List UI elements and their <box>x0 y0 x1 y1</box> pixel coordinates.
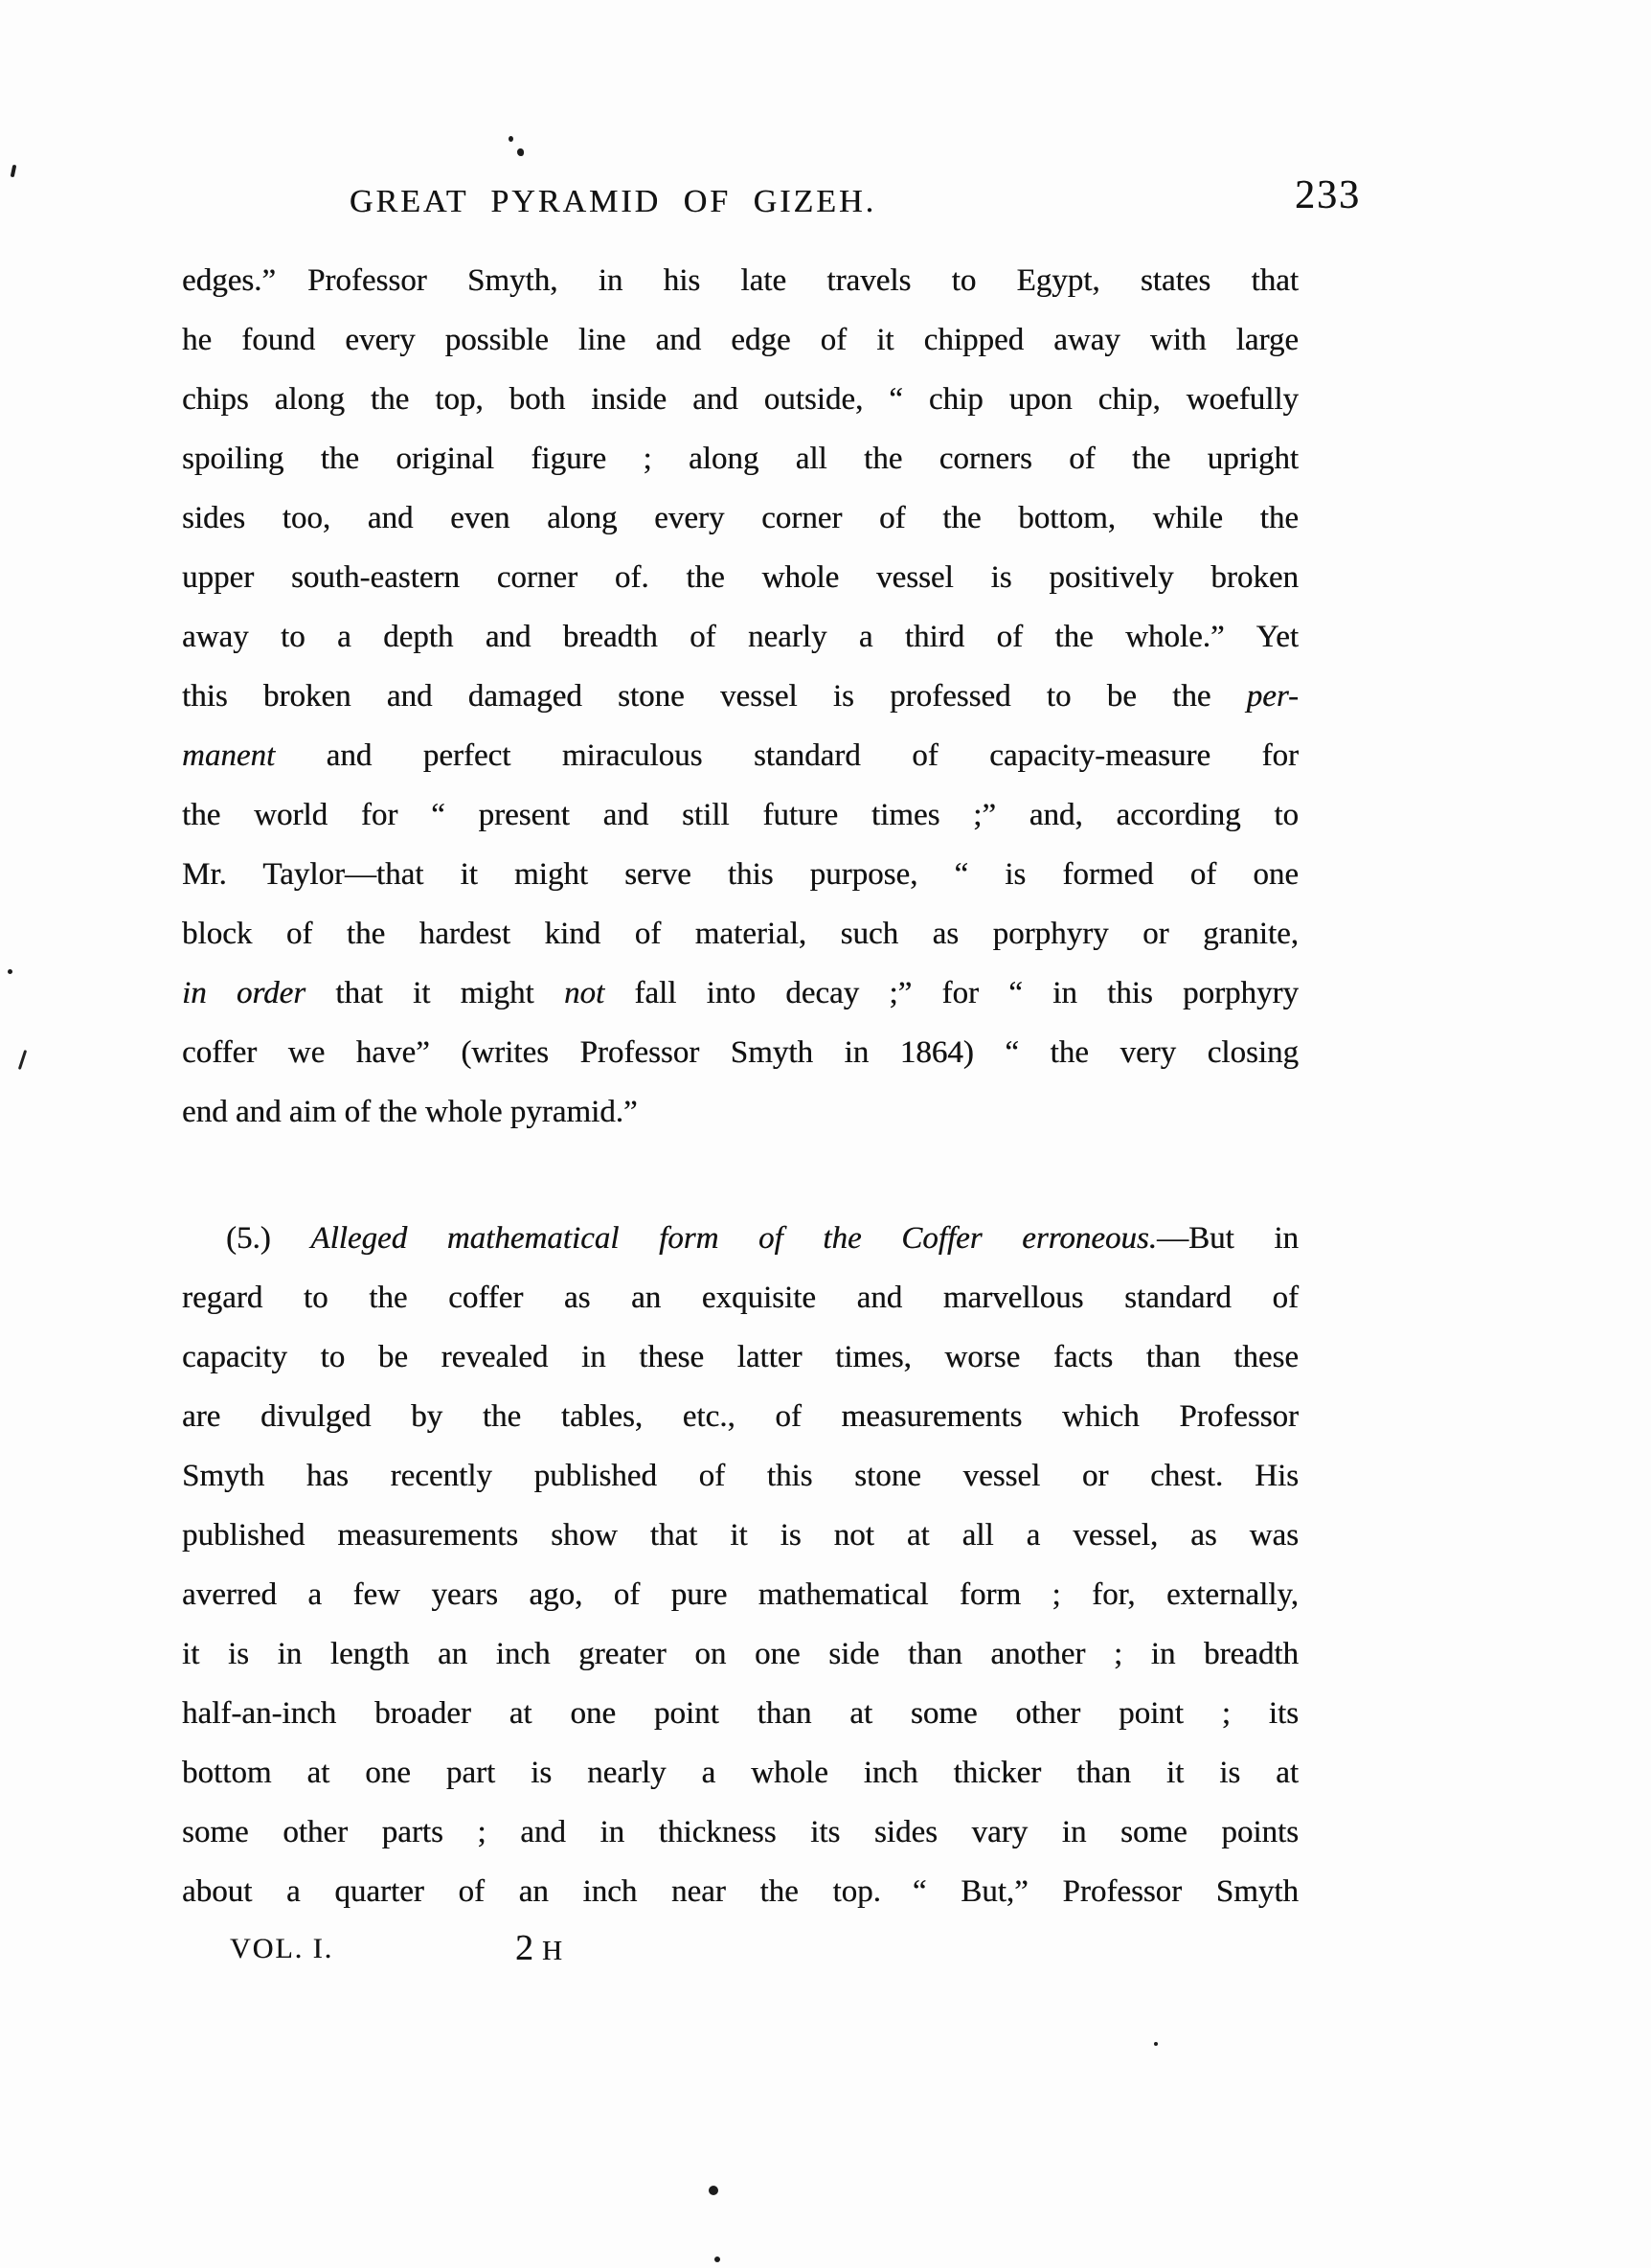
text-line: sides too, and even along every corner of the bottom, while the <box>182 501 1299 535</box>
text-line: capacity to be revealed in these latter times, worse facts than these <box>182 1340 1299 1374</box>
text-line: averred a few years ago, of pure mathematical form ; for, externally, <box>182 1577 1299 1612</box>
text-line: regard to the coffer as an exquisite and marvellous standard of <box>182 1281 1299 1315</box>
text-line: (5.) Alleged mathematical form of the Coffer erroneous.—But in <box>226 1221 1299 1256</box>
text-line: this broken and damaged stone vessel is professed to be the per- <box>182 679 1299 714</box>
text-line: it is in length an inch greater on one side than another ; in breadth <box>182 1637 1299 1671</box>
text-line: Smyth has recently published of this stone vessel or chest. His <box>182 1459 1299 1493</box>
text-line: about a quarter of an inch near the top. “ But,” Professor Smyth <box>182 1874 1299 1909</box>
text-line: block of the hardest kind of material, such as porphyry or granite, <box>182 917 1299 951</box>
text-line: he found every possible line and edge of it chipped away with large <box>182 323 1299 357</box>
text-line: are divulged by the tables, etc., of measurements which Professor <box>182 1399 1299 1434</box>
signature-letter: H <box>542 1936 562 1966</box>
text-line: bottom at one part is nearly a whole inch thicker than it is at <box>182 1756 1299 1790</box>
signature-number: 2 <box>515 1928 533 1968</box>
page-body <box>182 251 1299 1921</box>
text-line: published measurements show that it is not at all a vessel, as was <box>182 1518 1299 1553</box>
scan-speck <box>509 136 513 142</box>
text-line: coffer we have” (writes Professor Smyth in 1864) “ the very closing <box>182 1035 1299 1070</box>
scan-speck <box>709 2186 718 2195</box>
paragraph-2 <box>182 1209 1299 1921</box>
text-line: some other parts ; and in thickness its sides vary in some points <box>182 1815 1299 1849</box>
text-line: manent and perfect miraculous standard of capacity-measure for <box>182 738 1299 773</box>
scan-speck <box>714 2257 720 2262</box>
footer-signature-mark <box>515 1927 562 1969</box>
text-line: spoiling the original figure ; along all the corners of the upright <box>182 442 1299 476</box>
text-line: edges.” Professor Smyth, in his late travels to Egypt, states that <box>182 263 1299 298</box>
scan-speck <box>18 1050 27 1070</box>
footer-volume-label: VOL. I. <box>230 1933 334 1964</box>
page-number: 233 <box>1295 173 1361 217</box>
scan-speck <box>11 165 17 178</box>
text-line: Mr. Taylor—that it might serve this purpose, “ is formed of one <box>182 857 1299 892</box>
paragraph-1 <box>182 251 1299 1142</box>
text-line: the world for “ present and still future times ;” and, according to <box>182 798 1299 832</box>
running-header: GREAT PYRAMID OF GIZEH. <box>349 184 877 219</box>
text-line: in order that it might not fall into decay ;” for “ in this porphyry <box>182 976 1299 1010</box>
text-line: upper south-eastern corner of. the whole vessel is positively broken <box>182 560 1299 595</box>
text-line: half-an-inch broader at one point than at some other point ; its <box>182 1696 1299 1731</box>
text-line: away to a depth and breadth of nearly a third of the whole.” Yet <box>182 620 1299 654</box>
text-line: end and aim of the whole pyramid.” <box>182 1095 638 1129</box>
scan-speck <box>8 969 12 974</box>
scan-speck <box>1154 2042 1158 2046</box>
text-line: chips along the top, both inside and outside, “ chip upon chip, woefully <box>182 382 1299 417</box>
scan-speck <box>517 148 524 156</box>
